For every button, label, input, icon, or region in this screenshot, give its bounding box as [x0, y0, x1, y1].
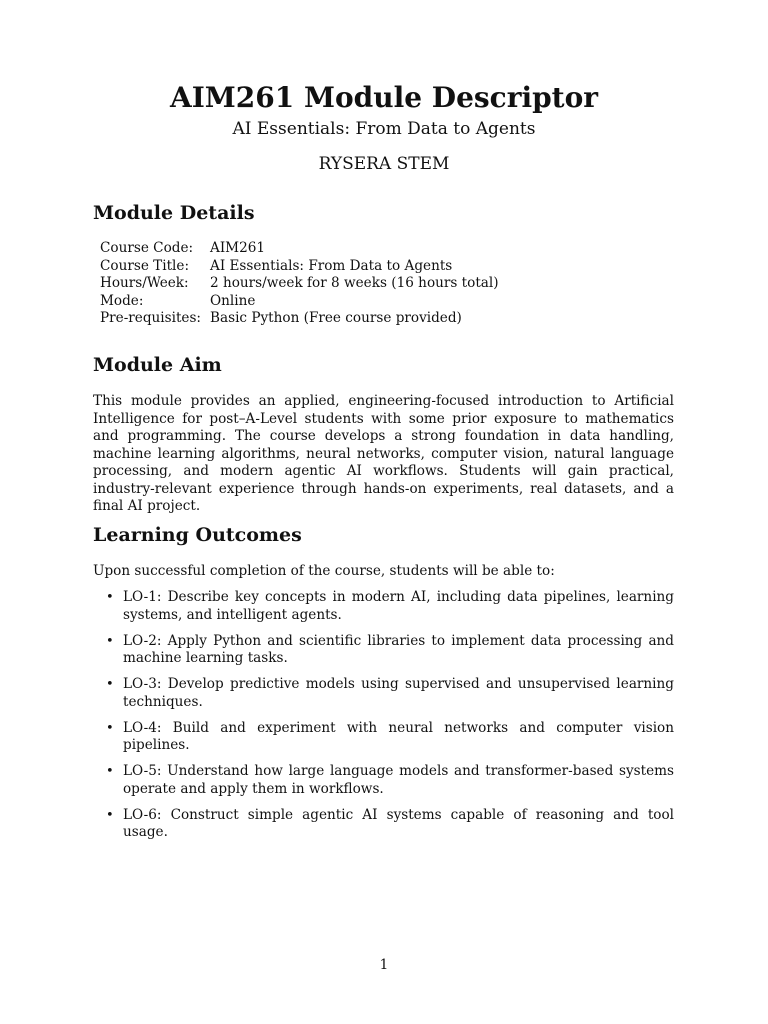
list-item	[93, 589, 674, 624]
learning-outcome-text: LO-4: Build and experiment with neural networks and computer vision pipelines.	[123, 719, 674, 753]
document-title: AIM261 Module Descriptor	[169, 81, 599, 114]
details-value: Online	[210, 292, 256, 309]
list-item	[93, 633, 674, 668]
bullet-icon: •	[106, 764, 114, 779]
learning-outcome-text: LO-3: Develop predictive models using supervised and unsupervised learning techniques.	[123, 676, 674, 710]
module-aim-heading: Module Aim	[93, 354, 222, 376]
details-value: 2 hours/week for 8 weeks (16 hours total)	[210, 275, 499, 291]
learning-outcome-text: LO-6: Construct simple agentic AI systems capable of reasoning and tool usage.	[123, 806, 674, 840]
module-details-table	[100, 240, 499, 328]
module-aim-text: This module provides an applied, engineering-focused introduction to Artificial Intelligence for post–A-Level students with some prior exposure to mathematics and programming. The course develops a strong foundation in data handling, machine learning algorithms, neural networks, computer vision, natural language processing, and modern agentic AI workflows. Students will gain practical, industry-relevant experience through hands-on experiments, real datasets, and a final AI project.	[93, 393, 674, 514]
module-details-heading: Module Details	[93, 202, 255, 224]
page-number: 1	[379, 957, 389, 973]
details-value: Basic Python (Free course provided)	[210, 310, 462, 326]
bullet-icon: •	[106, 720, 114, 736]
details-row	[100, 293, 499, 311]
details-label: Course Title:	[100, 257, 190, 274]
details-row	[100, 275, 499, 293]
learning-outcomes-intro: Upon successful completion of the course, students will be able to:	[93, 563, 555, 579]
list-item	[93, 807, 674, 842]
details-label: Course Code:	[100, 240, 194, 256]
learning-outcome-text: LO-5: Understand how large language models and transformer-based systems operate and apply them in workflows.	[123, 763, 674, 797]
details-label: Mode:	[100, 292, 144, 309]
bullet-icon: •	[106, 590, 114, 605]
organization-name: RYSERA STEM	[318, 154, 450, 174]
list-item	[93, 720, 674, 755]
details-label: Pre-requisites:	[100, 310, 202, 326]
list-item	[93, 676, 674, 711]
bullet-icon: •	[106, 633, 114, 649]
details-value: AIM261	[210, 240, 266, 256]
details-label: Hours/Week:	[100, 275, 189, 291]
bullet-icon: •	[106, 807, 114, 823]
details-row	[100, 310, 499, 328]
learning-outcome-text: LO-2: Apply Python and scientific libraries to implement data processing and machine learning tasks.	[123, 632, 674, 666]
document-subtitle: AI Essentials: From Data to Agents	[232, 119, 536, 139]
details-value: AI Essentials: From Data to Agents	[210, 257, 453, 274]
learning-outcome-text: LO-1: Describe key concepts in modern AI, including data pipelines, learning systems, and intelligent agents.	[123, 589, 674, 623]
list-item	[93, 763, 674, 798]
bullet-icon: •	[106, 677, 114, 692]
learning-outcomes-heading: Learning Outcomes	[93, 524, 302, 546]
details-row	[100, 258, 499, 276]
details-row	[100, 240, 499, 258]
learning-outcomes-list	[93, 589, 674, 850]
